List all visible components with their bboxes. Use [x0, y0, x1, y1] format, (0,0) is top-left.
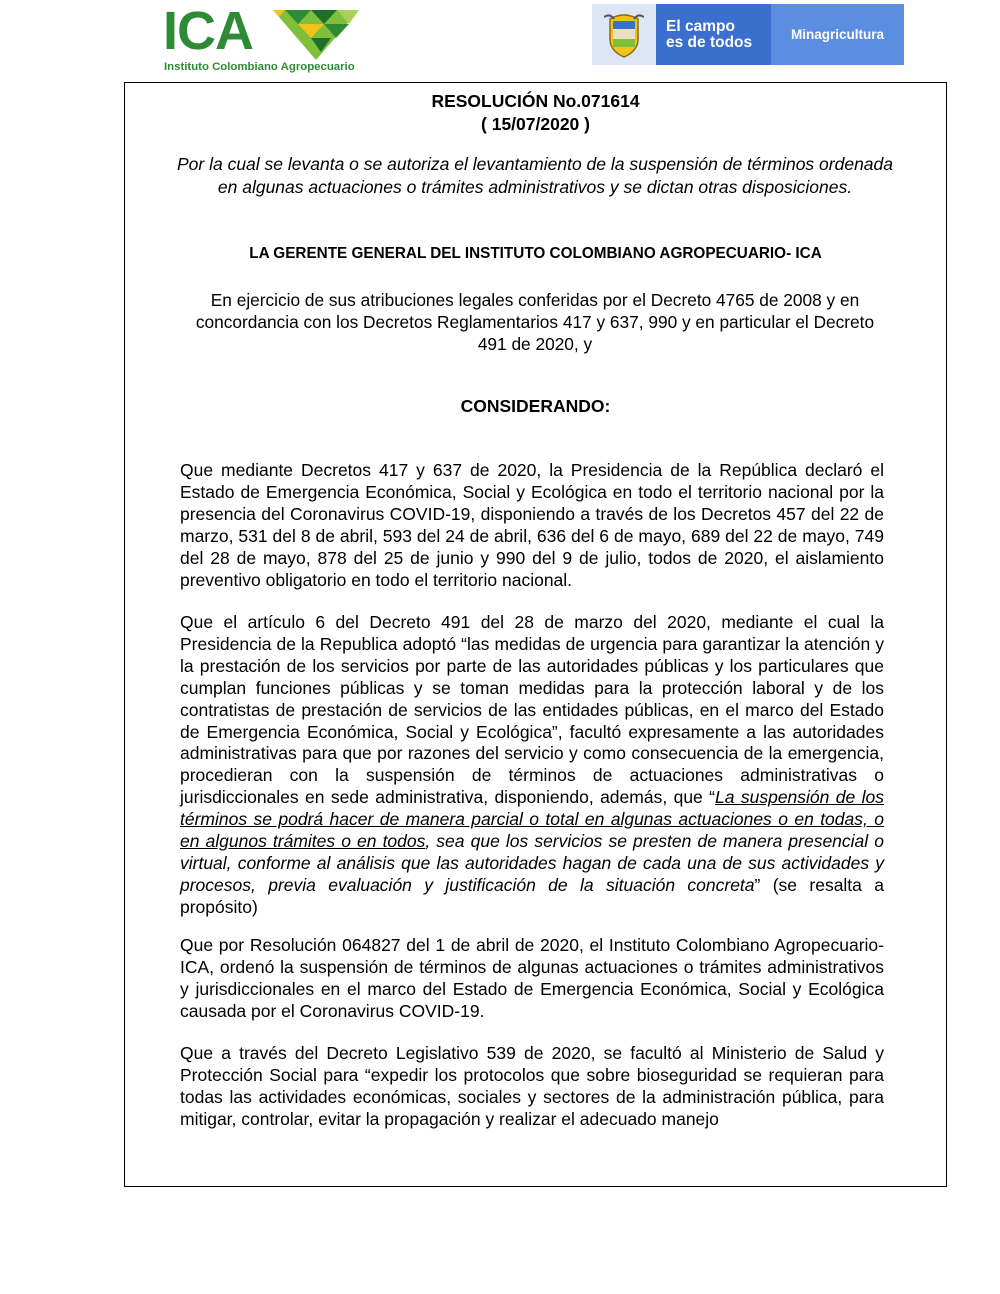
considering-paragraph-3: Que por Resolución 064827 del 1 de abril de 2020, el Instituto Colombiano Agropecuario- ICA, ordenó la suspensión de términos de algunas actuaciones o trámites administrativos y jurisdiccionales en el marco del Estado de Emergencia Económica, Social y Ecológica causada por el Coronavirus COVID-19. [180, 935, 884, 1021]
considering-paragraph-2 [180, 612, 884, 919]
government-banner [592, 4, 904, 65]
paragraph-2-underlined-quote: La suspensión de los términos se podrá hacer de manera parcial o total en algunas actuaciones o en todas, o en algunos trámites o en todos [180, 787, 884, 852]
paragraph-2-italic-quote: , sea que los servicios se presten de manera presencial o virtual, conforme al análisis que las autoridades hagan de cada una de sus actividades y procesos, previa evaluación y justificación de la situación concreta [180, 831, 884, 895]
resolution-title: RESOLUCIÓN No.071614 [431, 91, 640, 111]
considering-heading: CONSIDERANDO: [460, 396, 611, 416]
campo-line-2: es de todos [666, 33, 753, 51]
ica-logo-subtitle: Instituto Colombiano Agropecuario [164, 61, 355, 73]
resolution-subject: Por la cual se levanta o se autoriza el levantamiento de la suspensión de términos ordenada en algunas actuaciones o trámites administrativos y se dictan otras disposiciones. [177, 154, 893, 197]
campo-line-1: El campo [666, 17, 735, 35]
coat-of-arms [592, 4, 656, 65]
ministry-name: Minagricultura [771, 4, 904, 65]
paragraph-2-intro: Que el artículo 6 del Decreto 491 del 28 de marzo del 2020, mediante el cual la Presidencia de la Republica adoptó “las medidas de urgencia para garantizar la atención y la prestación de los servicios por parte de las autoridades públicas y los particulares que cumplan funciones públicas y se toman medidas para la protección laboral y de los contratistas de prestación de servicios de las entidades públicas, en el marco del Estado de Emergencia Económica, Social y Ecológica”, facultó expresamente a las autoridades administrativas para que por razones del servicio y como consecuencia de la emergencia, procedieran con la suspensión de términos de actuaciones administrativas o jurisdiccionales en sede administrativa, disponiendo, además, que “ [180, 612, 884, 808]
coat-of-arms-icon [604, 11, 644, 59]
paragraph-2-end: ” (se resalta a propósito) [180, 874, 884, 917]
considering-paragraph-1: Que mediante Decretos 417 y 637 de 2020, la Presidencia de la República declaró el Estado de Emergencia Económica, Social y Ecológica en todo el territorio nacional por la presencia del Coronavirus COVID-19, disponiendo a través de los Decretos 457 del 22 de marzo, 531 del 8 de abril, 593 del 24 de abril, 636 del 6 de mayo, 689 del 22 de mayo, 749 del 28 de mayo, 878 del 25 de junio y 990 del 9 de julio, todos de 2020, el aislamiento preventivo obligatorio en todo el territorio nacional. [180, 460, 884, 590]
legal-powers: En ejercicio de sus atribuciones legales conferidas por el Decreto 4765 de 2008 y en concordancia con los Decretos Reglamentarios 417 y 637, 990 y en particular el Decreto 491 de 2020, y [195, 290, 875, 354]
considering-paragraph-4: Que a través del Decreto Legislativo 539 de 2020, se facultó al Ministerio de Salud y Protección Social para “expedir los protocolos que sobre bioseguridad se requieran para todas las actividades económicas, sociales y sectores de la administración pública, para mitigar, controlar, evitar la propagación y realizar el adecuado manejo [180, 1043, 884, 1129]
campo-slogan [656, 4, 771, 65]
issuer-heading: LA GERENTE GENERAL DEL INSTITUTO COLOMBIANO AGROPECUARIO- ICA [249, 245, 822, 262]
ica-leaf-icon [271, 8, 361, 62]
resolution-date: ( 15/07/2020 ) [481, 114, 590, 134]
ica-logo [163, 1, 358, 74]
ica-logo-word: ICA [163, 1, 253, 61]
